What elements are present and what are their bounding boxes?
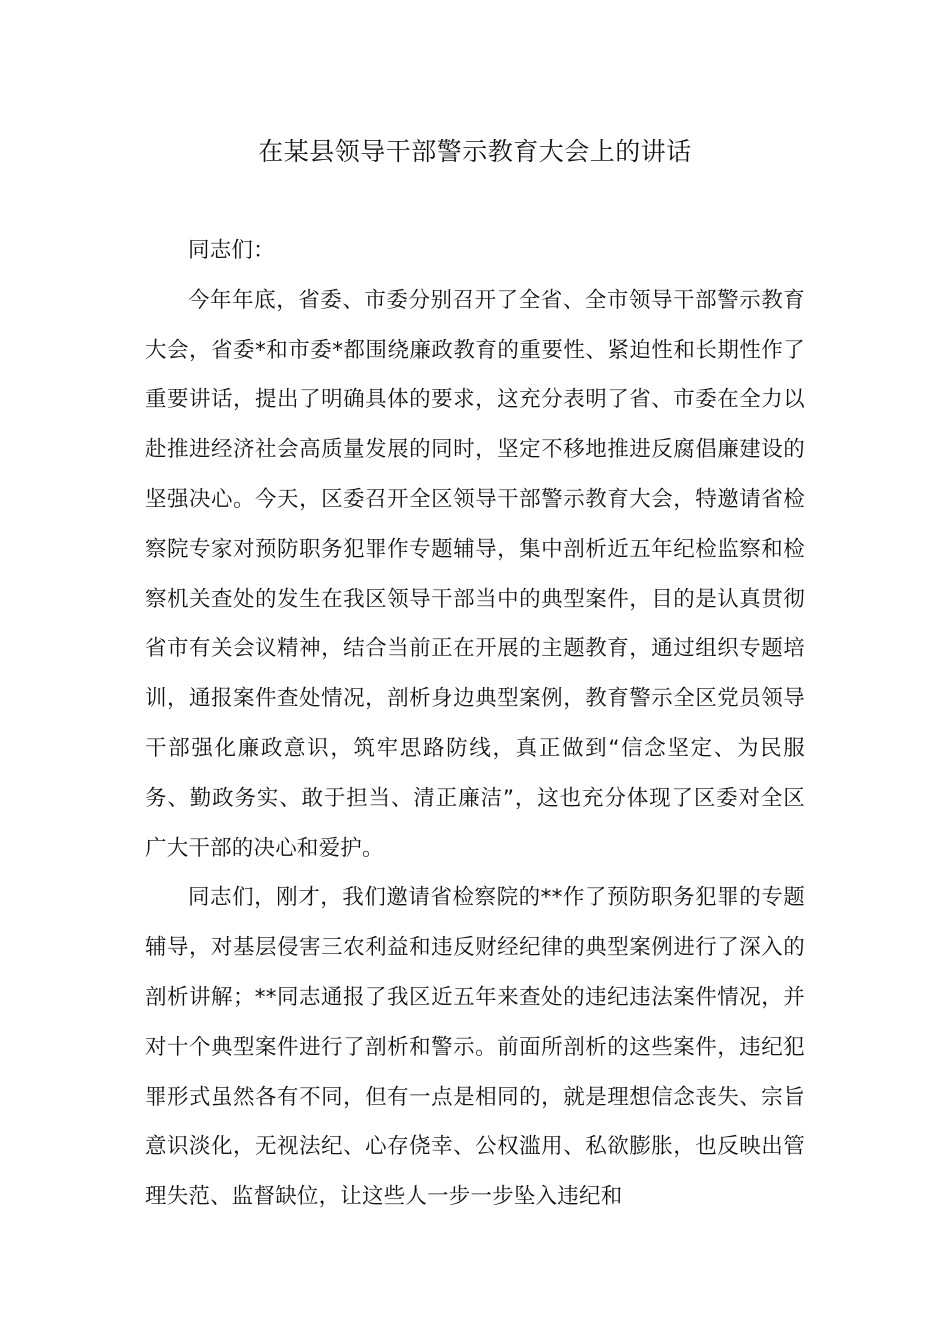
salutation: 同志们： [188, 238, 275, 263]
document-title: 在某县领导干部警示教育大会上的讲话 [258, 137, 692, 166]
paragraph: 同志们，刚才，我们邀请省检察院的**作了预防职务犯罪的专题辅导，对基层侵害三农利益和违反财经纪律的典型案例进行了深入的剖析讲解；**同志通报了我区近五年来查处的违纪违法案件情况，并对十个典型案件进行了剖析和警示。前面所剖析的这些案件，违纪犯罪形式虽然各有不同，但有一点是相同的，就是理想信念丧失、宗旨意识淡化，无视法纪、心存侥幸、公权滥用、私欲膨胀，也反映出管理失范、监督缺位，让这些人一步一步坠入违纪和 [145, 885, 805, 1210]
document-body [145, 226, 805, 1222]
paragraph: 今年年底，省委、市委分别召开了全省、全市领导干部警示教育大会，省委*和市委*都围绕廉政教育的重要性、紧迫性和长期性作了重要讲话，提出了明确具体的要求，这充分表明了省、市委在全力以赴推进经济社会高质量发展的同时，坚定不移地推进反腐倡廉建设的坚强决心。今天，区委召开全区领导干部警示教育大会，特邀请省检察院专家对预防职务犯罪作专题辅导，集中剖析近五年纪检监察和检察机关查处的发生在我区领导干部当中的典型案件，目的是认真贯彻省市有关会议精神，结合当前正在开展的主题教育，通过组织专题培训，通报案件查处情况，剖析身边典型案例，教育警示全区党员领导干部强化廉政意识，筑牢思路防线，真正做到“信念坚定、为民服务、勤政务实、敢于担当、清正廉洁”，这也充分体现了区委对全区广大干部的决心和爱护。 [145, 287, 805, 861]
